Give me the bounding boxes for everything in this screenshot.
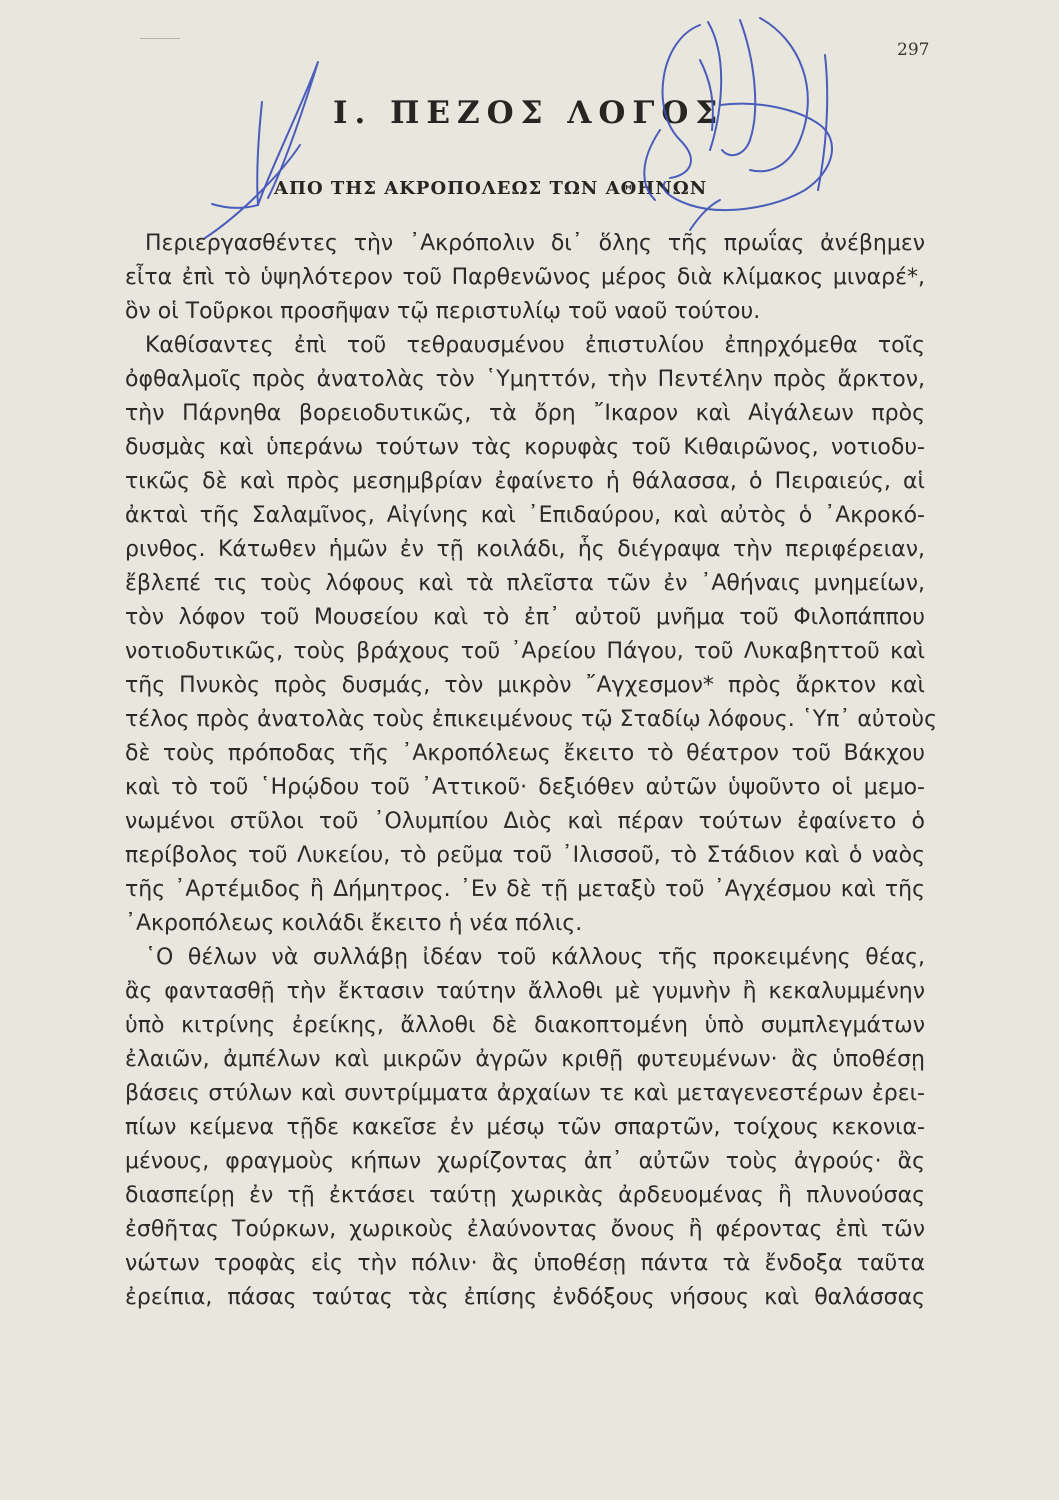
text-line: ᾽Ακροπόλεως κοιλάδι ἔκειτο ἡ νέα πόλις. [125, 911, 583, 936]
text-line: τῆς Πνυκὸς πρὸς δυσμάς, τὸν μικρὸν ῎Αγχεσμον* πρὸς ἄρκτον καὶ [125, 673, 925, 698]
page-number: 297 [897, 40, 930, 60]
text-line: ρινθος. Κάτωθεν ἡμῶν ἐν τῇ κοιλάδι, ἧς διέγραψα τὴν περιφέρειαν, [125, 537, 925, 562]
text-line: ἐλαιῶν, ἀμπέλων καὶ μικρῶν ἀγρῶν κριθῇ φυτευμένων· ἂς ὑποθέσῃ [125, 1047, 925, 1072]
text-line: καὶ τὸ τοῦ ῾Ηρῴδου τοῦ ᾽Αττικοῦ· δεξιόθεν αὐτῶν ὑψοῦντο οἱ μεμο- [125, 775, 925, 800]
text-line: νωμένοι στῦλοι τοῦ ᾽Ολυμπίου Διὸς καὶ πέραν τούτων ἐφαίνετο ὁ [125, 809, 925, 834]
text-line: ὀφθαλμοῖς πρὸς ἀνατολὰς τὸν ῾Υμηττόν, τὴν Πεντέλην πρὸς ἄρκτον, [125, 367, 925, 392]
text-line: τῆς ᾽Αρτέμιδος ἢ Δήμητρος. ᾽Εν δὲ τῇ μεταξὺ τοῦ ᾽Αγχέσμου καὶ τῆς [125, 877, 925, 902]
text-line: ἐσθῆτας Τούρκων, χωρικοὺς ἐλαύνοντας ὄνους ἢ φέροντας ἐπὶ τῶν [125, 1217, 925, 1242]
text-line: τὴν Πάρνηθα βορειοδυτικῶς, τὰ ὄρη ῎Ικαρον καὶ Αἰγάλεων πρὸς [125, 401, 925, 426]
text-line: ἔβλεπέ τις τοὺς λόφους καὶ τὰ πλεῖστα τῶν ἐν ᾽Αθήναις μνημείων, [125, 571, 925, 596]
chapter-title: I. ΠΕΖΟΣ ΛΟΓΟΣ [333, 95, 725, 131]
text-line: ἂς φαντασθῇ τὴν ἔκτασιν ταύτην ἄλλοθι μὲ γυμνὴν ἢ κεκαλυμμένην [125, 979, 925, 1004]
text-line: ὃν οἱ Τοῦρκοι προσῆψαν τῷ περιστυλίῳ τοῦ ναοῦ τούτου. [125, 299, 761, 324]
text-line: εἶτα ἐπὶ τὸ ὑψηλότερον τοῦ Παρθενῶνος μέρος διὰ κλίμακος μιναρέ*, [125, 265, 925, 290]
text-line: νοτιοδυτικῶς, τοὺς βράχους τοῦ ᾽Αρείου Πάγου, τοῦ Λυκαβηττοῦ καὶ [125, 639, 925, 664]
text-line: διασπείρῃ ἐν τῇ ἐκτάσει ταύτῃ χωρικὰς ἀρδευομένας ἢ πλυνούσας [125, 1183, 925, 1208]
text-line: τέλος πρὸς ἀνατολὰς τοὺς ἐπικειμένους τῷ Σταδίῳ λόφους. ῾Υπ᾽ αὐτοὺς [125, 707, 937, 732]
text-line: τικῶς δὲ καὶ πρὸς μεσημβρίαν ἐφαίνετο ἡ θάλασσα, ὁ Πειραιεύς, αἱ [125, 469, 925, 494]
text-line: βάσεις στύλων καὶ συντρίμματα ἀρχαίων τε καὶ μεταγενεστέρων ἐρει- [125, 1081, 925, 1106]
text-line: τὸν λόφον τοῦ Μουσείου καὶ τὸ ἐπ᾽ αὐτοῦ μνῆμα τοῦ Φιλοπάππου [125, 605, 925, 630]
section-title: ΑΠΟ ΤΗΣ ΑΚΡΟΠΟΛΕΩΣ ΤΩΝ ΑΘΗΝΩΝ [274, 178, 708, 199]
text-line: ἀκταὶ τῆς Σαλαμῖνος, Αἰγίνης καὶ ᾽Επιδαύρου, καὶ αὐτὸς ὁ ᾽Ακροκό- [125, 503, 925, 528]
text-line: νώτων τροφὰς εἰς τὴν πόλιν· ἂς ὑποθέσῃ πάντα τὰ ἔνδοξα ταῦτα [125, 1251, 925, 1276]
text-line: ῾Ο θέλων νὰ συλλάβῃ ἰδέαν τοῦ κάλλους τῆς προκειμένης θέας, [145, 945, 925, 970]
text-line: ὑπὸ κιτρίνης ἐρείκης, ἄλλοθι δὲ διακοπτομένη ὑπὸ συμπλεγμάτων [125, 1013, 925, 1038]
text-line: μένους, φραγμοὺς κήπων χωρίζοντας ἀπ᾽ αὐτῶν τοὺς ἀγρούς· ἂς [125, 1149, 925, 1174]
text-line: πίων κείμενα τῇδε κακεῖσε ἐν μέσῳ τῶν σπαρτῶν, τοίχους κεκονια- [125, 1115, 925, 1140]
text-line: δυσμὰς καὶ ὑπεράνω τούτων τὰς κορυφὰς τοῦ Κιθαιρῶνος, νοτιοδυ- [125, 435, 925, 460]
text-line: Καθίσαντες ἐπὶ τοῦ τεθραυσμένου ἐπιστυλίου ἐπηρχόμεθα τοῖς [145, 333, 925, 358]
top-mark [140, 38, 180, 39]
text-line: Περιεργασθέντες τὴν ᾽Ακρόπολιν δι᾽ ὅλης τῆς πρωΐας ἀνέβημεν [145, 231, 925, 256]
body-text [125, 227, 937, 1315]
text-line: περίβολος τοῦ Λυκείου, τὸ ρεῦμα τοῦ ᾽Ιλισσοῦ, τὸ Στάδιον καὶ ὁ ναὸς [125, 843, 925, 868]
text-line: ἐρείπια, πάσας ταύτας τὰς ἐπίσης ἐνδόξους νήσους καὶ θαλάσσας [125, 1285, 925, 1310]
text-line: δὲ τοὺς πρόποδας τῆς ᾽Ακροπόλεως ἔκειτο τὸ θέατρον τοῦ Βάκχου [125, 741, 925, 766]
